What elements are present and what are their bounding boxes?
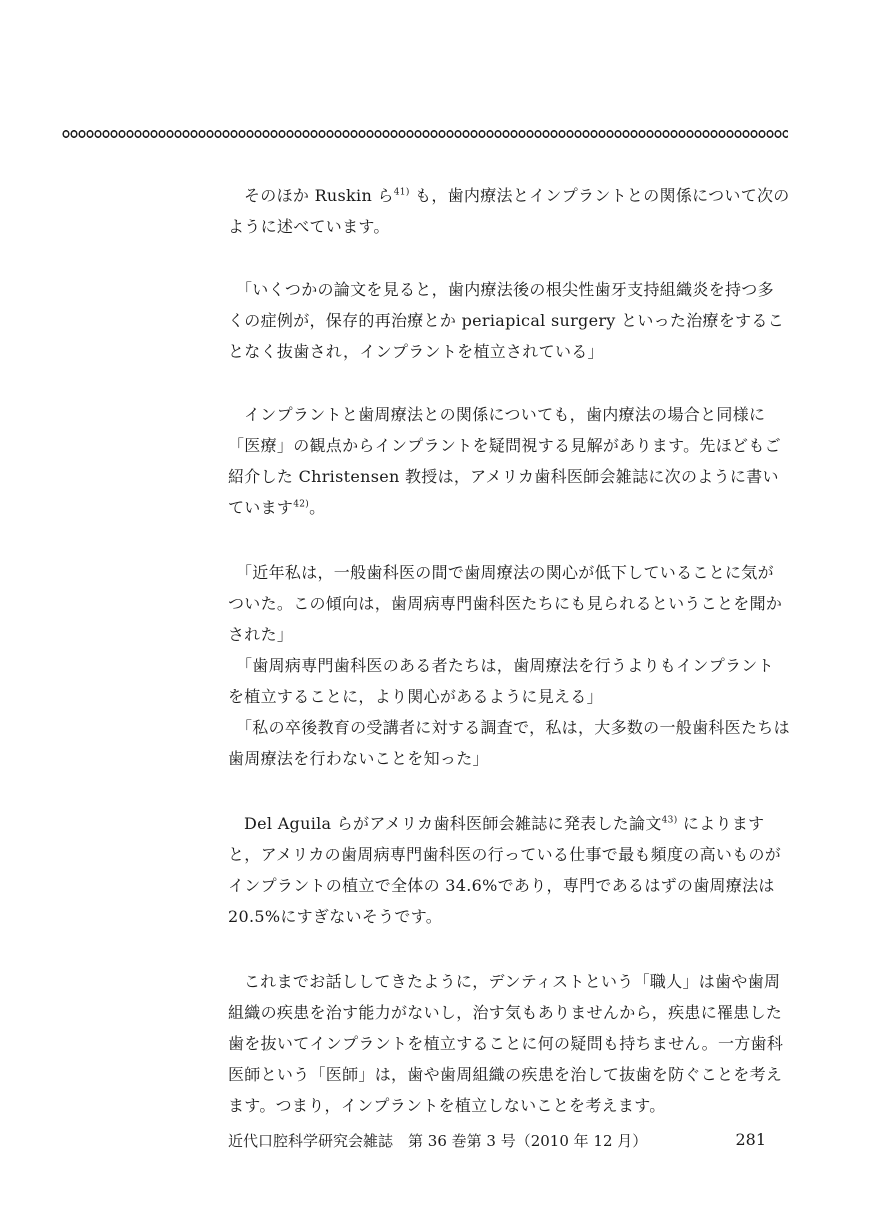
paragraph-text: そのほか Ruskin ら — [244, 186, 394, 205]
quote-survey: 「私の卒後教育の受講者に対する調査で，私は，大多数の一般歯科医たちは歯周療法を行わないことを知った」 — [228, 718, 790, 768]
reference-marker: 42) — [293, 499, 310, 510]
article-body — [228, 180, 790, 1121]
decorative-chain-divider — [62, 128, 788, 140]
reference-marker: 43) — [661, 815, 678, 826]
paragraph-christensen — [228, 399, 790, 523]
paragraph-text: によりますと，アメリカの歯周病専門歯科医の行っている仕事で最も頻度の高いものがインプラントの植立で全体の 34.6%であり，専門であるはずの歯周療法は 20.5%にすぎないそうです。 — [228, 814, 782, 926]
quote-periodontist-implants: 「歯周病専門歯科医のある者たちは，歯周療法を行うよりもインプラントを植立することに，より関心があるように見える」 — [228, 656, 774, 706]
quote-endodontic: 「いくつかの論文を見ると，歯内療法後の根尖性歯牙支持組織炎を持つ多くの症例が，保存的再治療とか periapical surgery といった治療をすることなく抜歯され，インプラントを植立されている」 — [228, 280, 785, 361]
journal-citation: 近代口腔科学研究会雑誌 第 36 巻第 3 号（2010 年 12 月） — [228, 1132, 648, 1150]
paragraph-del-aguila — [228, 808, 790, 932]
reference-marker: 41) — [393, 187, 410, 198]
paragraph-text: 。 — [309, 498, 326, 517]
paragraph-text: も，歯内療法とインプラントとの関係について次のように述べています。 — [228, 186, 790, 236]
paragraph-text: インプラントと歯周療法との関係についても，歯内療法の場合と同様に「医療」の観点からインプラントを疑問視する見解があります。先ほどもご紹介した Christensen 教授は，アメリカ歯科医師会雑誌に次のように書いています — [228, 405, 781, 517]
paragraph-text: Del Aguila らがアメリカ歯科医師会雑誌に発表した論文 — [244, 814, 662, 833]
page-footer — [228, 1130, 790, 1154]
quote-periodontal-interest: 「近年私は，一般歯科医の間で歯周療法の関心が低下していることに気がついた。この傾向は，歯周病専門歯科医たちにも見られるということを聞かされた」 — [228, 563, 783, 644]
paragraph-ruskin — [228, 180, 790, 242]
paragraph-conclusion: これまでお話ししてきたように，デンティストという「職人」は歯や歯周組織の疾患を治す能力がないし，治す気もありませんから，疾患に罹患した歯を抜いてインプラントを植立することに何の疑問も持ちません。一方歯科医師という「医師」は，歯や歯周組織の疾患を治して抜歯を防ぐことを考えます。つまり，インプラントを植立しないことを考えます。 — [228, 972, 784, 1115]
page-number: 281 — [735, 1130, 766, 1149]
